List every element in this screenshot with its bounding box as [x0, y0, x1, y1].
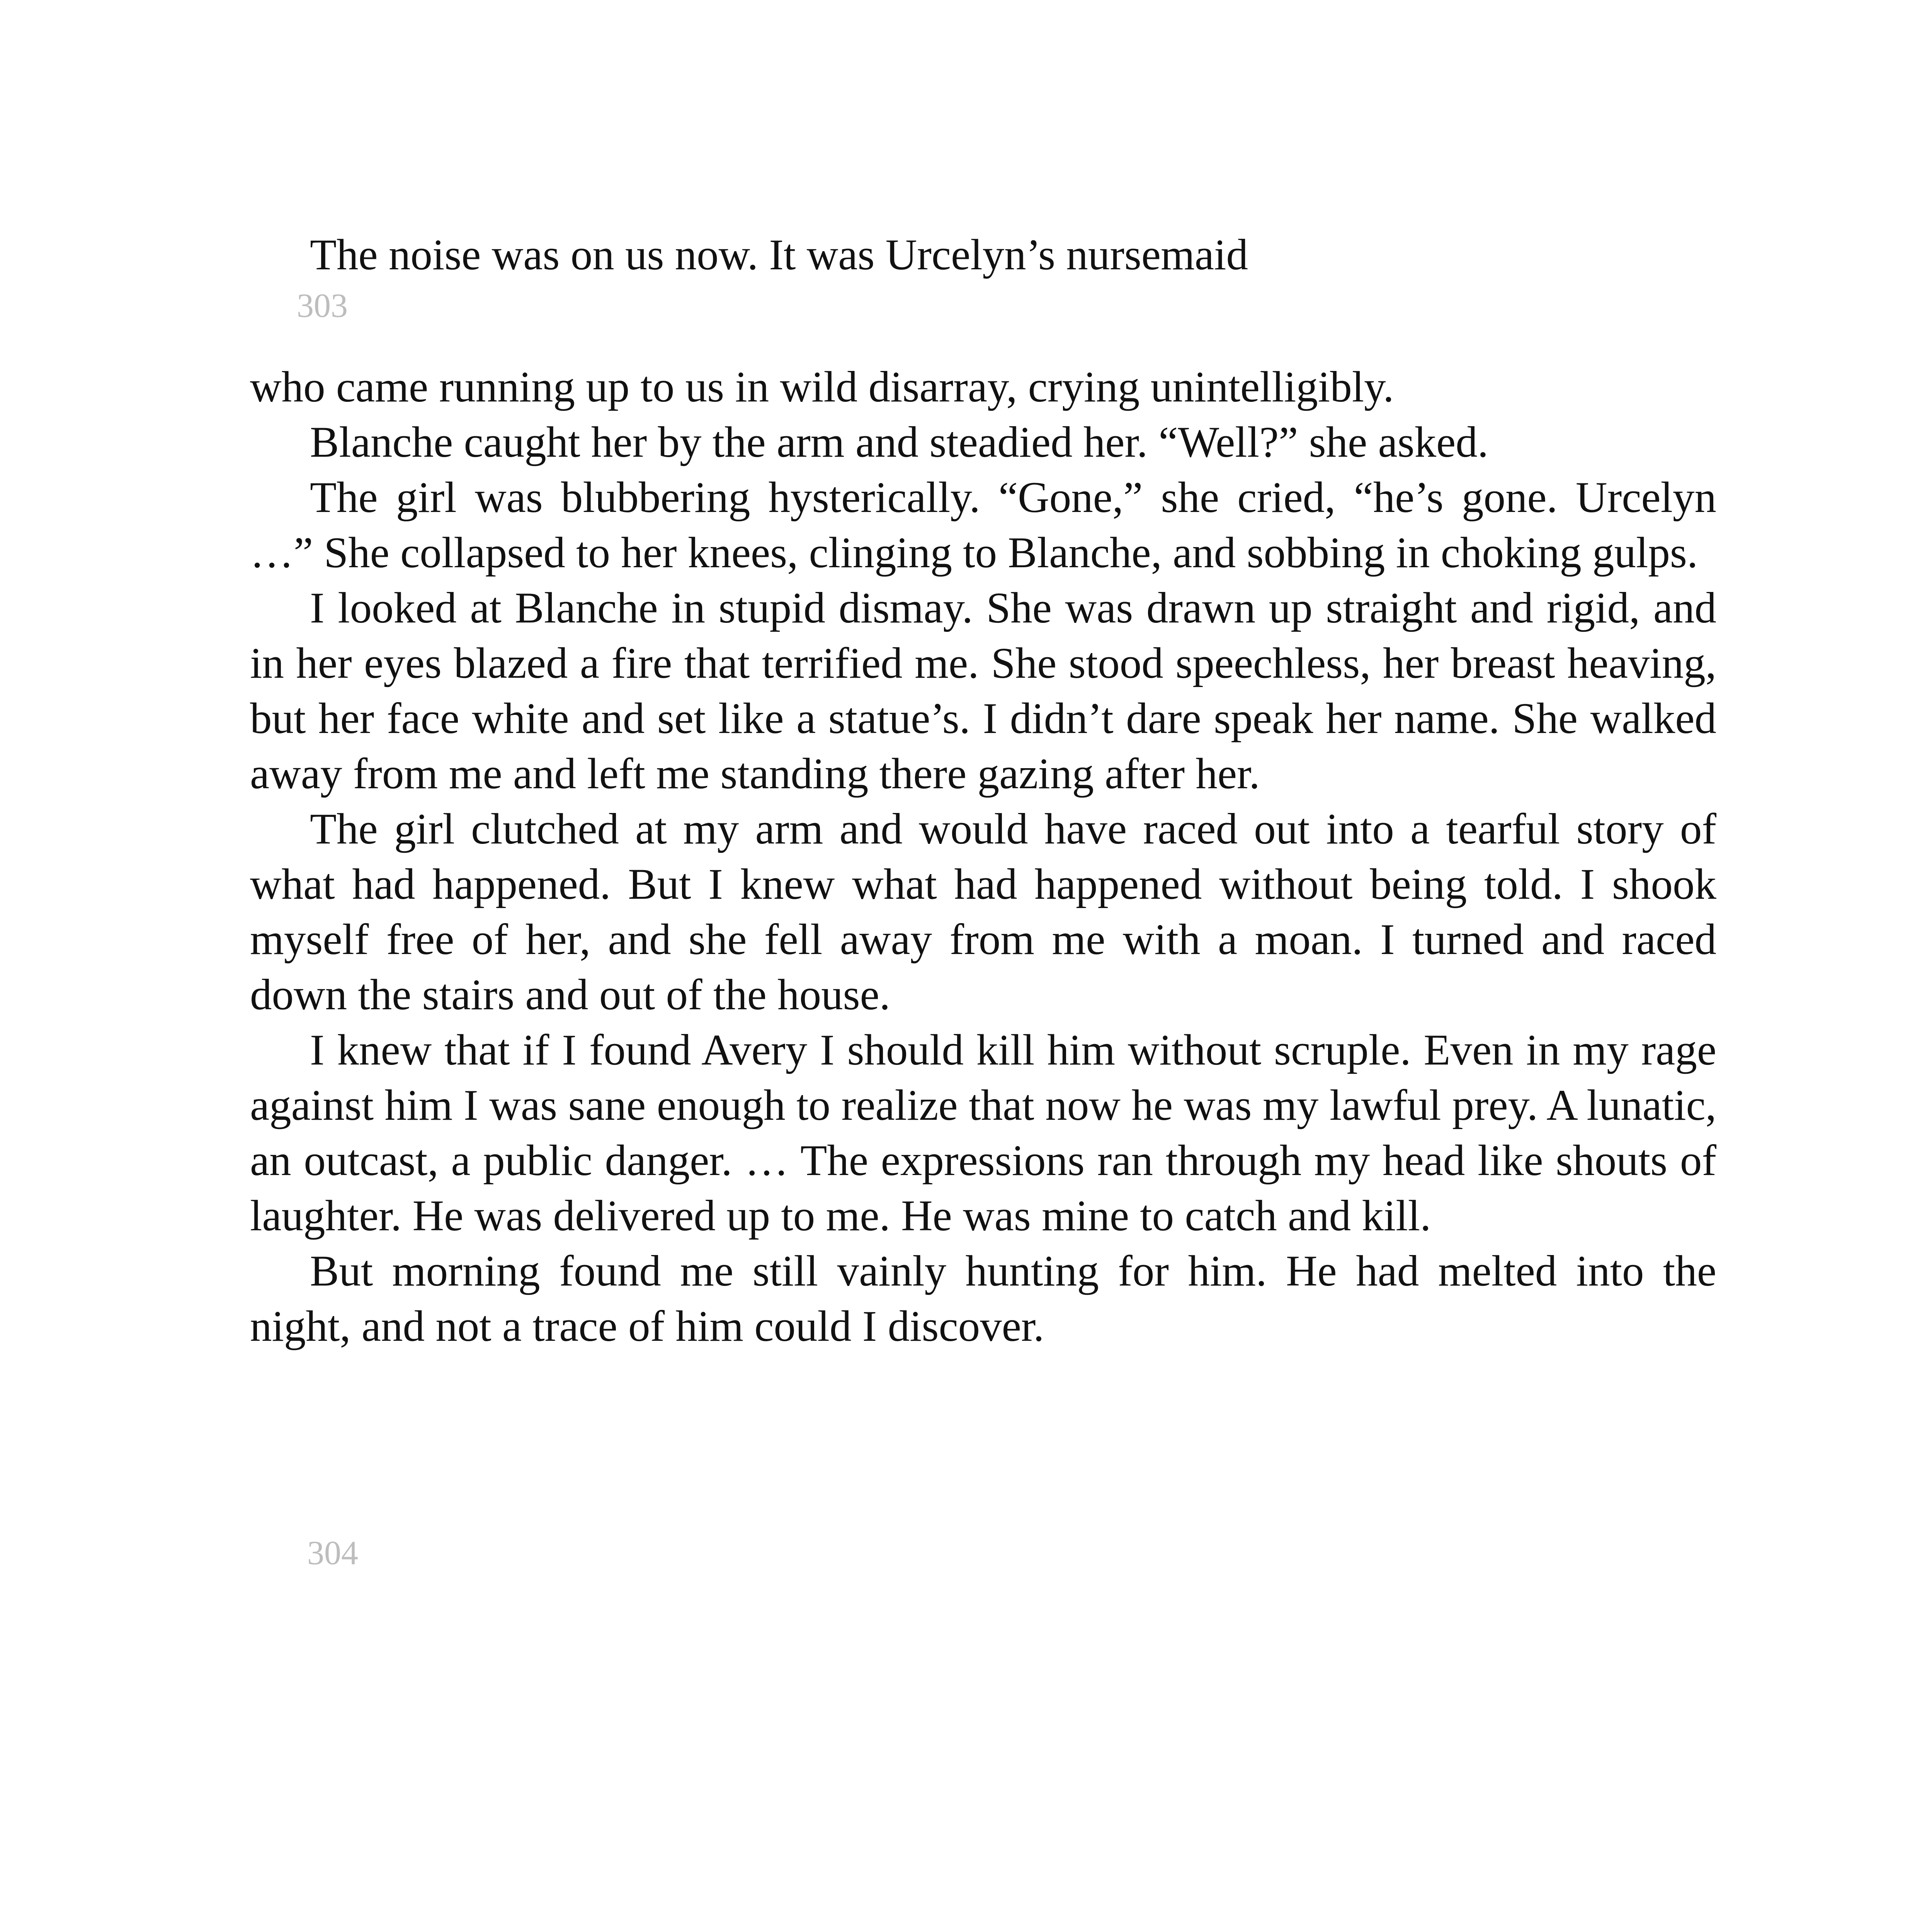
page-number-303: 303: [297, 287, 348, 325]
opening-line-block: [250, 227, 1716, 282]
opening-line: The noise was on us now. It was Urcelyn’s nursemaid: [310, 231, 1248, 279]
paragraph: But morning found me still vainly hunting for him. He had melted into the night, and not a trace of him could I discover.: [250, 1247, 1716, 1350]
paragraph-continued: who came running up to us in wild disarray, crying unintelligibly.: [250, 363, 1394, 411]
body-text: [250, 359, 1716, 1354]
paragraph: I looked at Blanche in stupid dismay. She was drawn up straight and rigid, and in her eyes blazed a fire that terrified me. She stood speechless, her breast heaving, but her face white and set like a statue’s. I didn’t dare speak her name. She walked away from me and left me standing there gazing after her.: [250, 584, 1716, 798]
page-number-304: 304: [307, 1534, 358, 1572]
paragraph: The girl clutched at my arm and would have raced out into a tearful story of what had happened. But I knew what had happened without being told. I shook myself free of her, and she fell away from me with a moan. I turned and raced down the stairs and out of the house.: [250, 805, 1716, 1019]
paragraph: Blanche caught her by the arm and steadied her. “Well?” she asked.: [310, 418, 1489, 466]
paragraph: I knew that if I found Avery I should kill him without scruple. Even in my rage against him I was sane enough to realize that now he was my lawful prey. A lunatic, an outcast, a public danger. … The expressions ran through my head like shouts of laughter. He was delivered up to me. He was mine to catch and kill.: [250, 1026, 1716, 1240]
paragraph: The girl was blubbering hysterically. “Gone,” she cried, “he’s gone. Urcelyn …” She collapsed to her knees, clinging to Blanche, and sobbing in choking gulps.: [250, 473, 1716, 577]
